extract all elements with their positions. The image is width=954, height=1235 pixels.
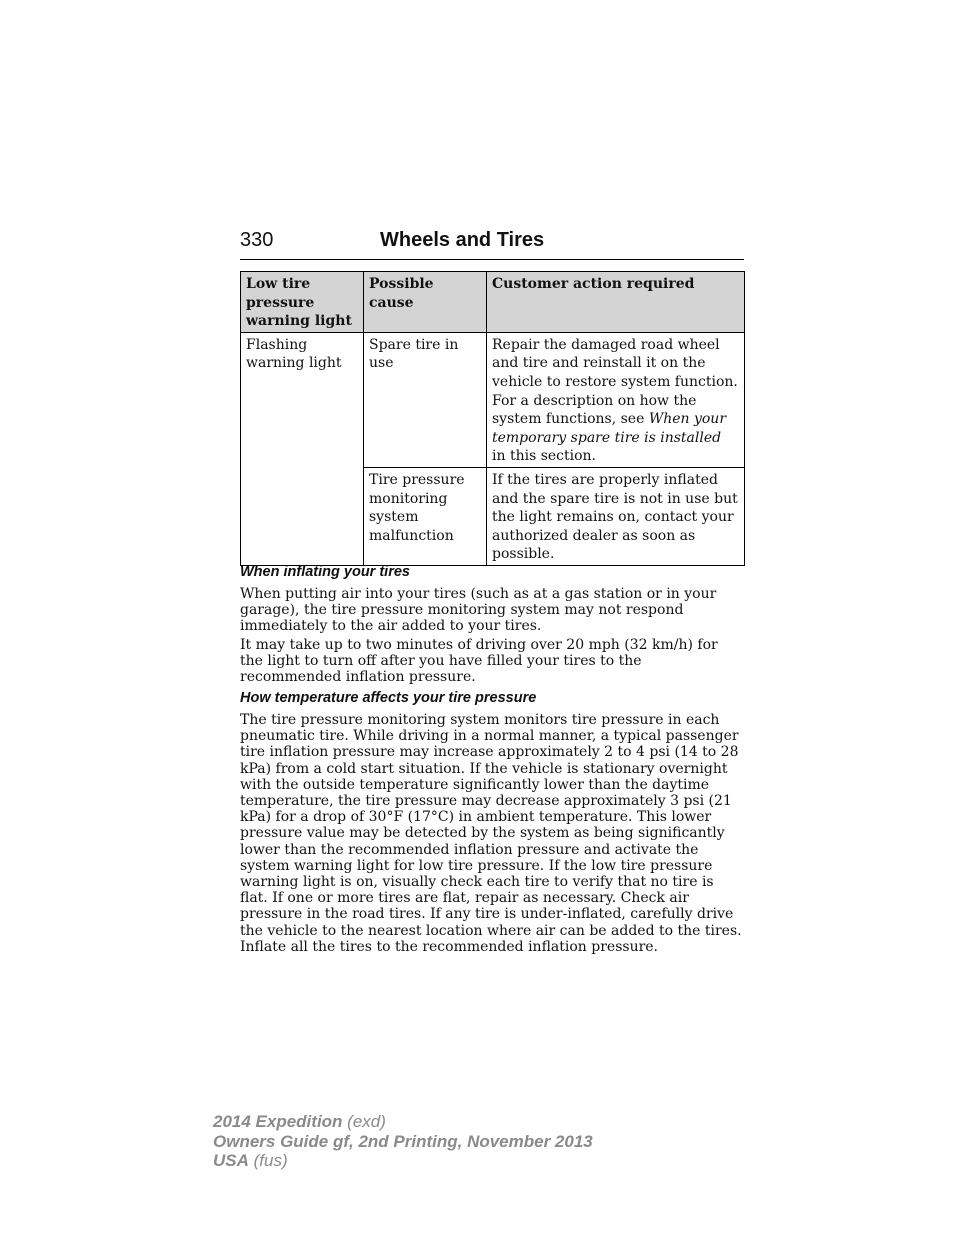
table-row [241,332,745,467]
footer-model: 2014 Expedition [213,1112,343,1131]
cell-cause: Tire pressure monitoring system malfunction [364,467,487,565]
footer-line [213,1112,593,1132]
body-paragraph: It may take up to two minutes of driving over 20 mph (32 km/h) for the light to turn off after you have filled your tires to the recommended inflation pressure. [240,637,718,686]
cell-action: If the tires are properly inflated and the spare tire is not in use but the light remains on, contact your authorized dealer as soon as possible. [487,467,745,565]
footer-model-code: (exd) [347,1112,386,1131]
action-text: Repair the damaged road wheel and tire and reinstall it on the vehicle to restore system function. For a description on how the system functions, see [492,336,738,428]
cell-warning-light: Flashing warning light [241,332,364,565]
table-header-row [241,272,745,333]
page-number: 330 [240,229,274,251]
footer-market: USA [213,1151,249,1170]
footer-printing: Owners Guide gf, 2nd Printing, November 2013 [213,1131,593,1151]
document-footer [213,1112,593,1171]
footer-line [213,1151,593,1171]
footer-line [213,1132,593,1152]
section-heading: How temperature affects your tire pressure [240,690,537,706]
tpms-warning-table [240,271,745,566]
section-reference: When your temporary spare tire is installed [492,411,727,446]
page-header [240,229,744,260]
body-paragraph: The tire pressure monitoring system monitors tire pressure in each pneumatic tire. While driving in a normal manner, a typical passenger tire inflation pressure may increase approximately 2 to 4 psi (14 to 28 kPa) from a cold start situation. If the vehicle is stationary overnight with the outside temperature significantly lower than the daytime temperature, the tire pressure may decrease approximately 3 psi (21 kPa) for a drop of 30°F (17°C) in ambient temperature. This lower pressure value may be detected by the system as being significantly lower than the recommended inflation pressure and activate the system warning light for low tire pressure. If the low tire pressure warning light is on, visually check each tire to verify that no tire is flat. If one or more tires are flat, repair as necessary. Check air pressure in the road tires. If any tire is under-inflated, carefully drive the vehicle to the nearest location where air can be added to the tires. Inflate all the tires to the recommended inflation pressure. [240,712,742,955]
header-possible-cause: Possible cause [364,272,487,333]
header-customer-action: Customer action required [487,272,745,333]
cell-cause: Spare tire in use [364,332,487,467]
action-text-end: in this section. [492,448,597,465]
header-warning-light: Low tire pressure warning light [241,272,364,333]
chapter-title: Wheels and Tires [380,229,545,251]
footer-market-code: (fus) [253,1151,288,1170]
section-heading: When inflating your tires [240,564,410,580]
cell-action [487,332,745,467]
body-paragraph: When putting air into your tires (such as at a gas station or in your garage), the tire pressure monitoring system may not respond immediately to the air added to your tires. [240,586,717,635]
